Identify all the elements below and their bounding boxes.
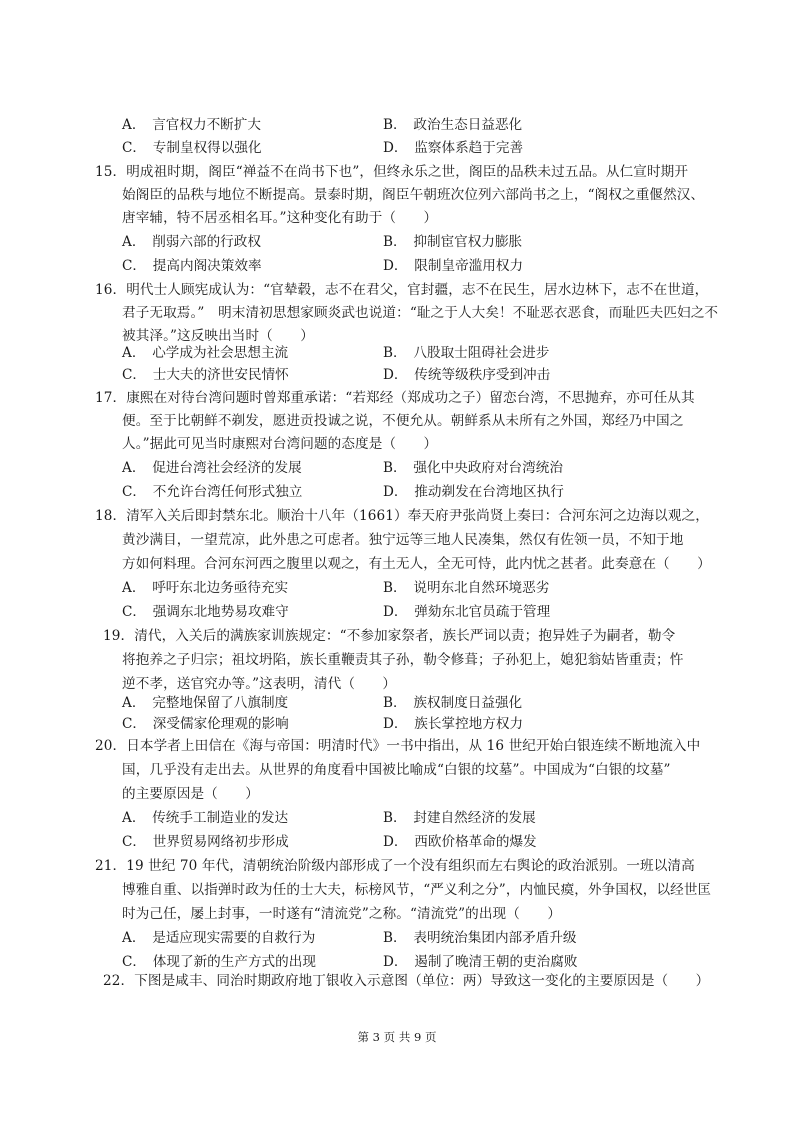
- q19-option-c: C． 深受儒家伦理观的影响: [122, 716, 289, 732]
- q20-option-b: B． 封建自然经济的发展: [383, 810, 536, 826]
- q21-option-a: A． 是适应现实需要的自救行为: [122, 930, 316, 946]
- q20-option-a: A． 传统手工制造业的发达: [122, 810, 289, 826]
- q16-stem-line-1: 16．明代士人顾宪成认为：“官辇毂，志不在君父，官封疆，志不在民生，居水边林下，志不在世道，: [95, 282, 709, 298]
- q14-option-d: D． 监察体系趋于完善: [383, 140, 524, 156]
- q16-option-d: D． 传统等级秩序受到冲击: [383, 367, 551, 383]
- q18-stem-line-2: 黄沙满目，一望荒凉，此外患之可虑者。独宁远等三地人民凑集，然仅有佐领一员，不知于地: [122, 532, 684, 548]
- q17-option-b: B． 强化中央政府对台湾统治: [383, 460, 563, 476]
- q18-option-c: C． 强调东北地势易攻难守: [122, 604, 289, 620]
- q15-option-d: D． 限制皇帝滥用权力: [383, 258, 524, 274]
- q14-option-c: C． 专制皇权得以强化: [122, 140, 262, 156]
- q19-option-b: B． 族权制度日益强化: [383, 695, 523, 711]
- q17-option-d: D． 推动剃发在台湾地区执行: [383, 484, 564, 500]
- q20-option-c: C． 世界贸易网络初步形成: [122, 834, 289, 850]
- q15-stem-line-2: 始阁臣的品秩与地位不断提高。景泰时期，阁臣午朝班次位列六部尚书之上，“阁权之重偃然汉、: [122, 187, 705, 203]
- q21-stem-line-3: 时为己任，屡上封事，一时遂有“清流党”之称。“清流党”的出现（ ）: [122, 906, 562, 922]
- q20-stem-line-3: 的主要原因是（ ）: [122, 786, 259, 802]
- q21-option-d: D． 遏制了晚清王朝的吏治腐败: [383, 954, 578, 970]
- q15-option-c: C． 提高内阁决策效率: [122, 258, 262, 274]
- q18-stem-line-1: 18．清军入关后即封禁东北。顺治十八年（1661）奉天府尹张尚贤上奏曰：合河东河之边海以观之，: [95, 508, 709, 524]
- q21-option-c: C． 体现了新的生产方式的出现: [122, 954, 316, 970]
- q19-option-a: A． 完整地保留了八旗制度: [122, 695, 289, 711]
- q15-option-a: A． 削弱六部的行政权: [122, 234, 261, 250]
- q17-option-a: A． 促进台湾社会经济的发展: [122, 460, 302, 476]
- q18-stem-line-3: 方如何料理。合河东河西之腹里以观之，有土无人，全无可恃，此内忧之甚者。此奏意在（ ）: [122, 556, 711, 572]
- q20-option-d: D． 西欧价格革命的爆发: [383, 834, 537, 850]
- q20-stem-line-2: 国，几乎没有走出去。从世界的角度看中国被比喻成“白银的坟墓”。中国成为“白银的坟墓”: [122, 762, 671, 778]
- q17-stem-line-3: 人。”据此可见当时康熙对台湾问题的态度是（ ）: [122, 436, 438, 452]
- q15-option-b: B． 抑制宦官权力膨胀: [383, 234, 523, 250]
- q18-option-d: D． 弹劾东北官员疏于管理: [383, 604, 551, 620]
- q20-stem-line-1: 20．日本学者上田信在《海与帝国：明清时代》一书中指出，从 16 世纪开始白银连续不断地流入中: [95, 738, 701, 754]
- q14-option-a: A． 言官权力不断扩大: [122, 117, 261, 133]
- q17-stem-line-1: 17．康熙在对待台湾问题时曾郑重承诺：“若郑经（郑成功之子）留恋台湾，不思抛弃，亦可任从其: [95, 390, 695, 406]
- q19-stem-line-1: 19．清代，入关后的满族家训族规定：“不参加家祭者，族长严词以责；抱异姓子为嗣者，勒令: [103, 628, 676, 644]
- q21-option-b: B． 表明统治集团内部矛盾升级: [383, 930, 577, 946]
- q14-option-b: B． 政治生态日益恶化: [383, 117, 523, 133]
- q19-stem-line-2: 将抱养之子归宗；祖坟坍陷，族长重鞭责其子孙，勒令修葺；子孙犯上，媳犯翁姑皆重责；忤: [122, 652, 684, 668]
- q19-option-d: D． 族长掌控地方权力: [383, 716, 524, 732]
- q16-stem-line-2: 君子无取焉。” 明末清初思想家顾炎武也说道：“耻之于人大矣！不耻恶衣恶食，而耻匹夫匹妇之不: [122, 305, 719, 321]
- q19-stem-line-3: 逆不孝，送官究办等。”这表明，清代（ ）: [122, 676, 397, 692]
- page-footer: 第 3 页 共 9 页: [357, 1030, 437, 1044]
- q15-stem-line-3: 唐宰辅，特不居丞相名耳。”这种变化有助于（ ）: [122, 210, 438, 226]
- q21-stem-line-2: 博雅自重、以指弹时政为任的士大夫，标榜风节，“严义利之分”，内恤民瘼，外争国权，以经世匡: [122, 882, 712, 898]
- q16-option-c: C． 士大夫的济世安民情怀: [122, 367, 289, 383]
- q16-option-b: B． 八股取士阻碍社会进步: [383, 345, 550, 361]
- q22-stem-line-1: 22．下图是咸丰、同治时期政府地丁银收入示意图（单位：两）导致这一变化的主要原因是（ ）: [103, 973, 710, 989]
- q17-option-c: C． 不允许台湾任何形式独立: [122, 484, 303, 500]
- q21-stem-line-1: 21．19 世纪 70 年代，清朝统治阶级内部形成了一个没有组织而左右舆论的政治派别。一班以清高: [95, 858, 695, 874]
- q17-stem-line-2: 便。至于比朝鲜不剃发，愿进贡投诚之说，不便允从。朝鲜系从未所有之外国，郑经乃中国之: [122, 413, 684, 429]
- q18-option-b: B． 说明东北自然环境恶劣: [383, 580, 550, 596]
- q18-option-a: A． 呼吁东北边务亟待充实: [122, 580, 289, 596]
- q16-option-a: A． 心学成为社会思想主流: [122, 345, 289, 361]
- q15-stem-line-1: 15．明成祖时期，阁臣“禅益不在尚书下也”，但终永乐之世，阁臣的品秩未过五品。从仁宣时期开: [95, 164, 689, 180]
- q16-stem-line-3: 被其泽。”这反映出当时（ ）: [122, 328, 314, 344]
